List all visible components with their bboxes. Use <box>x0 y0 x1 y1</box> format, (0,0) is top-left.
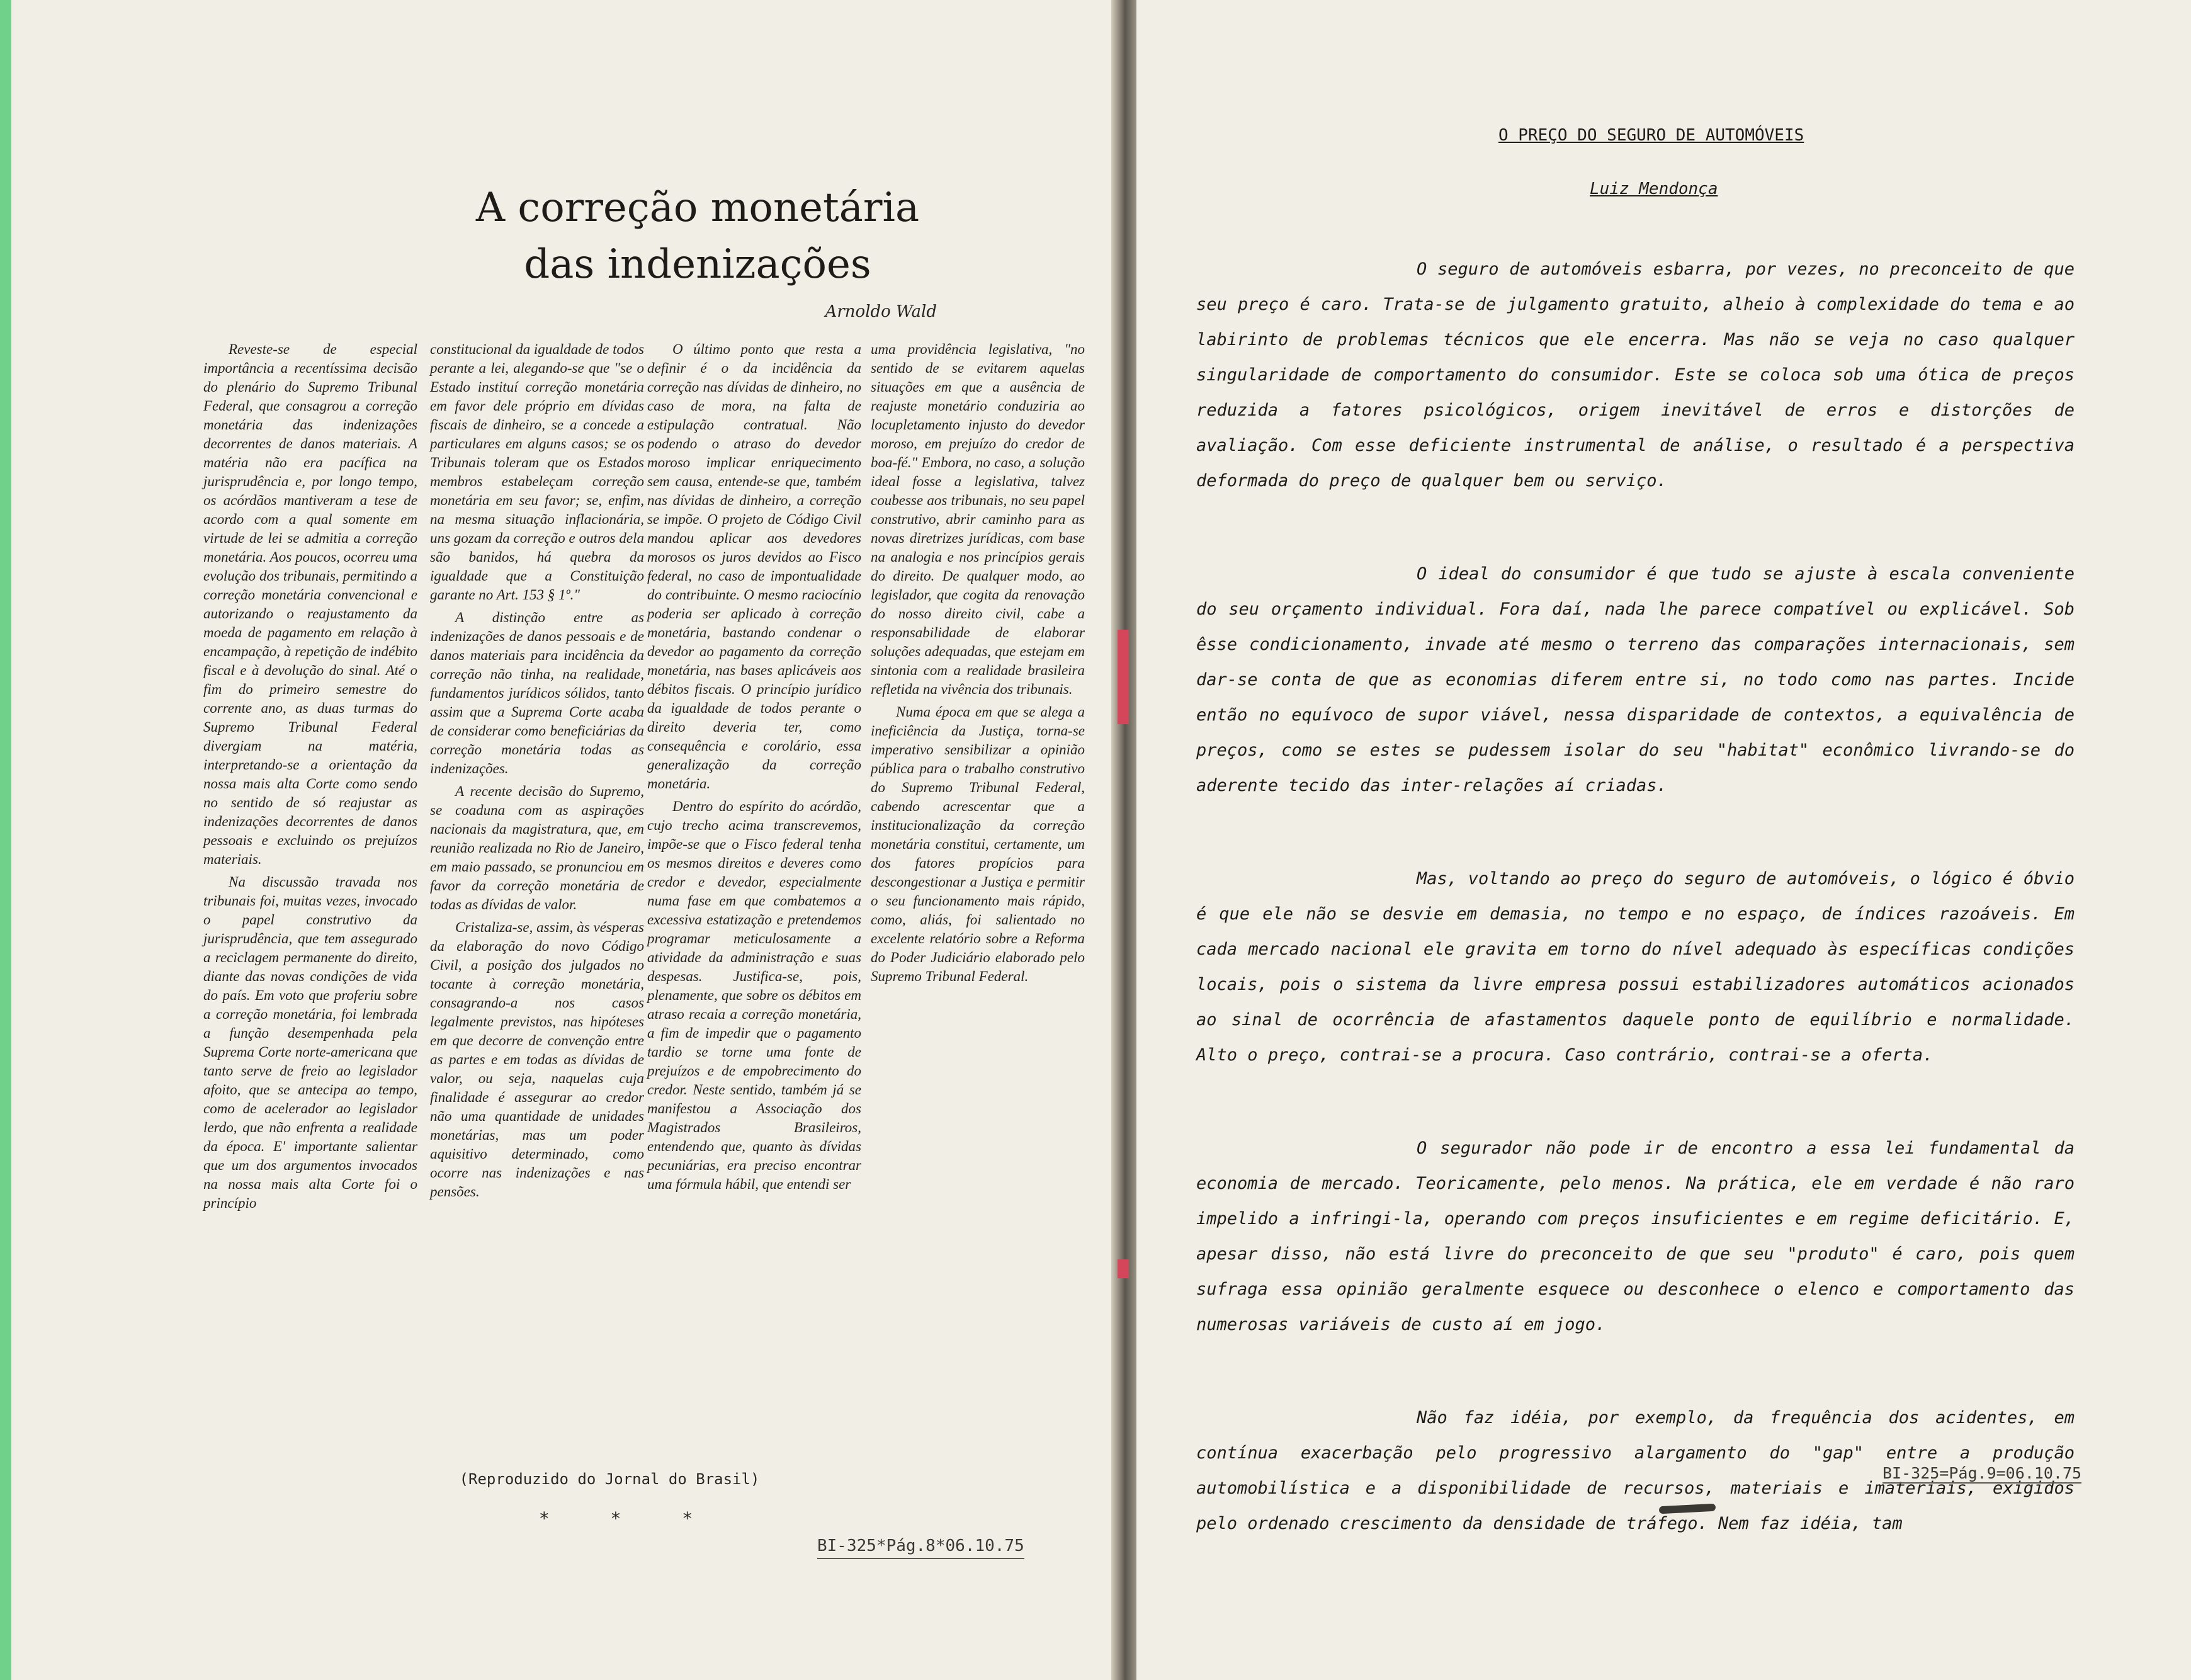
right-page <box>1136 0 2191 1680</box>
paragraph: Reveste-se de especial importância a recentíssima decisão do plenário do Supremo Tribunal Federal, que consagrou a correção monetária das indenizações decorrentes de danos materiais. A matéria não era pacífica na jurisprudência e, por longo tempo, os acórdãos mantiveram a tese de acordo com a qual somente em virtude de lei se admitia a correção monetária. Aos poucos, ocorreu uma evolução dos tribunais, permitindo a correção monetária convencional e autorizando o reajustamento da moeda de pagamento em relação à encampação, à repetição de indébito fiscal e à devolução do sinal. Até o fim do primeiro semestre do corrente ano, as duas turmas do Supremo Tribunal Federal divergiam na matéria, interpretando-se a orientação da nossa mais alta Corte como sendo no sentido de só reajustar as indenizações decorrentes de danos pessoais e excluindo os prejuízos materiais. <box>203 341 417 867</box>
paragraph: O último ponto que resta a definir é o da incidência da correção nas dívidas de dinheiro, no caso de mora, na falta de estipulação contratual. Não podendo o atraso do devedor moroso implicar enriquecimento sem causa, entende-se que, também nas dívidas de dinheiro, a correção se impõe. O projeto de Código Civil mandou aplicar aos devedores morosos os juros devidos ao Fisco federal, no caso de impontualidade do contribuinte. O mesmo raciocínio poderia ser aplicado à correção monetária, bastando condenar o devedor ao pagamento da correção monetária, nas bases aplicáveis aos débitos fiscais. O princípio jurídico da igualdade de todos perante o direito deveria ter, como consequência e corolário, essa generalização da correção monetária. <box>647 341 861 792</box>
paragraph: A distinção entre as indenizações de danos pessoais e de danos materiais para incidência da correção não tinha, na realidade, fundamentos jurídicos sólidos, tanto assim que a Suprema Corte acaba de considerar como beneficiárias da correção monetária todas as indenizações. <box>430 610 644 776</box>
title-line-1: A correção monetária <box>475 184 920 231</box>
text-column-1 <box>203 340 417 1217</box>
paragraph: Na discussão travada nos tribunais foi, muitas vezes, invocado o papel construtivo da jurisprudência, que tem assegurado a reciclagem permanente do direito, diante das novas condições de vida do país. Em voto que proferiu sobre a correção monetária, foi lembrada a função desempenhada pela Suprema Corte norte-americana que tanto serve de freio ao legislador afoito, que se antecipa ao tempo, como de acelerador ao legislador lerdo, que não enfrenta a realidade da época. E' importante salientar que um dos argumentos invocados na nossa mais alta Corte foi o princípio <box>203 874 417 1211</box>
source-credit: (Reproduzido do Jornal do Brasil) <box>459 1470 760 1488</box>
article-title-right: O PREÇO DO SEGURO DE AUTOMÓVEIS <box>1498 126 1804 145</box>
paragraph: A recente decisão do Supremo, se coaduna com as aspirações nacionais da magistratura, que, em reunião realizada no Rio de Janeiro, em maio passado, se pronunciou em favor da correção monetária de todas as dívidas de valor. <box>430 783 644 912</box>
paragraph: O segurador não pode ir de encontro a essa lei fundamental da economia de mercado. Teoricamente, pelo menos. Na prática, ele em verdade é não raro impelido a infringi-la, operando com preços insuficientes e em regime deficitário. E, apesar disso, não está livre do preconceito de que seu "produto" é caro, pois quem sufraga essa opinião geralmente esquece ou desconhece o elenco e comportamento das numerosas variáveis de custo aí em jogo. <box>1196 1138 2075 1334</box>
author-name: Luiz Mendonça <box>1590 179 1718 198</box>
book-gutter <box>1111 0 1136 1680</box>
paragraph: Numa época em que se alega a ineficiência da Justiça, torna-se imperativo sensibilizar a opinião pública para o trabalho construtivo do Supremo Tribunal Federal, cabendo acrescentar que a institucionalização da correção monetária constitui, certamente, um dos fatores propícios para descongestionar a Justiça e permitir o seu funcionamento mais rápido, como, aliás, foi salientado no excelente relatório sobre a Reforma do Poder Judiciário elaborado pelo Supremo Tribunal Federal. <box>871 704 1085 984</box>
paragraph: constitucional da igualdade de todos perante a lei, alegando-se que "se o Estado instituí correção monetária em favor dele próprio em dívidas fiscais de dinheiro, se a concede a particulares em alguns casos; se os Tribunais toleram que os Estados membros estabeleçam correção monetária em seu favor; se, enfim, na mesma situação inflacionária, uns gozam da correção e outros dela são banidos, há quebra da igualdade que a Constituição garante no Art. 153 § 1º." <box>430 341 644 603</box>
text-column-2 <box>430 340 644 1205</box>
paragraph: Não faz idéia, por exemplo, da frequência dos acidentes, em contínua exacerbação pelo progressivo alargamento do "gap" entre a produção automobilística e a disponibilidade de recursos, materiais e imateriais, exigidos pelo ordenado crescimento da densidade de tráfego. Nem faz idéia, tam <box>1196 1408 2075 1533</box>
title-line-2: das indenizações <box>524 241 871 288</box>
paragraph: Dentro do espírito do acórdão, cujo trecho acima transcrevemos, impõe-se que o Fisco federal tenha os mesmos direitos e deveres como credor e devedor, especialmente numa fase em que combatemos a excessiva estatização e pretendemos programar meticulosamente a atividade da administração e suas despesas. Justifica-se, pois, plenamente, que sobre os débitos em atraso recaia a correção monetária, a fim de impedir que o pagamento tardio se torne uma fonte de prejuízos e de empobrecimento do credor. Neste sentido, também já se manifestou a Associação dos Magistrados Brasileiros, entendendo que, quanto às dívidas pecuniárias, era preciso encontrar uma fórmula hábil, que entendi ser <box>647 798 861 1192</box>
byline: Arnoldo Wald <box>825 302 937 321</box>
red-page-mark <box>1118 630 1129 724</box>
page-footer-right: BI-325=Pág.9=06.10.75 <box>1882 1464 2082 1482</box>
paragraph: Cristaliza-se, assim, às vésperas da elaboração do novo Código Civil, a posição dos julgados no tocante à correção monetária, consagrando-a nos casos legalmente previstos, nas hipóteses em que decorre de convenção entre as partes e em todas as dívidas de valor, ou seja, naquelas cuja finalidade é assegurar ao credor não uma quantidade de unidades monetárias, mas um poder aquisitivo determinado, como ocorre nas indenizações e nas pensões. <box>430 919 644 1200</box>
paragraph: Mas, voltando ao preço do seguro de automóveis, o lógico é óbvio é que ele não se desvie em demasia, no tempo e no espaço, de índices razoáveis. Em cada mercado nacional ele gravita em torno do nível adequado às específicas condições locais, pois o sistema da livre empresa possui estabilizadores automáticos acionados ao sinal de ocorrência de afastamentos daquele ponto de equilíbrio e normalidade. Alto o preço, contrai-se a procura. Caso contrário, contrai-se a oferta. <box>1196 869 2075 1065</box>
section-stars: * * * <box>538 1508 718 1529</box>
text-column-4 <box>871 340 1085 990</box>
typed-body <box>1196 252 2075 1599</box>
page-footer-left: BI-325*Pág.8*06.10.75 <box>817 1536 1024 1559</box>
paragraph: uma providência legislativa, "no sentido de se evitarem aquelas situações em que a ausência de reajuste monetário conduziria ao locupletamento injusto do devedor moroso, em prejuízo do credor de boa-fé." Embora, no caso, a solução ideal fosse a legislativa, talvez coubesse aos tribunais, no seu papel construtivo, abrir caminho para as novas diretrizes jurídicas, com base na analogia e nos princípios gerais do direito. De qualquer modo, ao legislador, que cogita da renovação do nosso direito civil, cabe a responsabilidade de elaborar soluções adequadas, que estejam em sintonia com a realidade brasileira refletida na vivência dos tribunais. <box>871 341 1085 697</box>
red-page-mark <box>1118 1259 1129 1278</box>
article-title <box>452 179 943 293</box>
text-column-3 <box>647 340 861 1198</box>
paragraph: O ideal do consumidor é que tudo se ajuste à escala conveniente do seu orçamento individual. Fora daí, nada lhe parece compatível ou explicável. Sob êsse condicionamento, invade até mesmo o terreno das comparações internacionais, sem dar-se conta de que as economias diferem entre si, no todo como nas partes. Incide então no equívoco de supor viável, nessa disparidade de contextos, a equivalência de preços, como se estes se pudessem isolar do seu "habitat" econômico livrando-se do aderente tecido das inter-relações aí criadas. <box>1196 564 2075 795</box>
paragraph: O seguro de automóveis esbarra, por vezes, no preconceito de que seu preço é caro. Trata-se de julgamento gratuito, alheio à complexidade do tema e ao labirinto de problemas técnicos que ele encerra. Mas não se veja no caso qualquer singularidade de comportamento do consumidor. Este se coloca sob uma ótica de preços reduzida a fatores psicológicos, origem inevitável de erros e distorções de avaliação. Com esse deficiente instrumental de análise, o resultado é a perspectiva deformada do preço de qualquer bem ou serviço. <box>1196 259 2075 491</box>
